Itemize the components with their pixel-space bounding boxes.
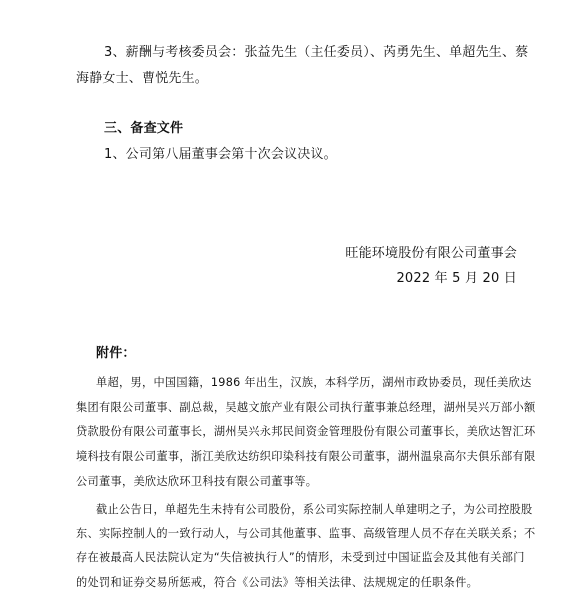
- signature-company: 旺能环境股份有限公司董事会: [345, 246, 517, 261]
- bio-line-3: 贷款股份有限公司董事长，湖州吴兴永邦民间资金管理股份有限公司董事长，美欣达智汇环: [76, 425, 536, 438]
- appendix-label: 附件：: [96, 346, 136, 361]
- bio-line-1: 单超，男，中国国籍，1986 年出生，汉族，本科学历，湖州市政协委员，现任美欣达: [96, 376, 532, 389]
- section-heading-reference-documents: 三、备查文件: [104, 121, 184, 136]
- bio-line-5: 公司董事，美欣达欣环卫科技有限公司董事等。: [76, 475, 318, 488]
- signature-date: 2022 年 5 月 20 日: [396, 271, 517, 286]
- committee-line-2: 海静女士、曹悦先生。: [76, 71, 209, 86]
- note-line-3: 存在被最高人民法院认定为“失信被执行人”的情形，未受到过中国证监会及其他有关部门: [76, 551, 525, 564]
- reference-document-item-1: 1、公司第八届董事会第十次会议决议。: [104, 147, 337, 162]
- note-line-2: 东、实际控制人的一致行动人，与公司其他董事、监事、高级管理人员不存在关联关系；不: [76, 527, 536, 540]
- committee-line-1: 3、薪酬与考核委员会：张益先生（主任委员）、芮勇先生、单超先生、蔡: [104, 45, 529, 60]
- bio-line-4: 境科技有限公司董事，浙江美欣达纺织印染科技有限公司董事，湖州温泉高尔夫俱乐部有限: [76, 450, 536, 463]
- note-line-4: 的处罚和证券交易所惩戒，符合《公司法》等相关法律、法规规定的任职条件。: [76, 576, 479, 589]
- bio-line-2: 集团有限公司董事、副总裁，吴越文旅产业有限公司执行董事兼总经理，湖州吴兴万部小额: [76, 401, 536, 414]
- note-line-1: 截止公告日，单超先生未持有公司股份，系公司实际控制人单建明之子，为公司控股股: [96, 503, 533, 516]
